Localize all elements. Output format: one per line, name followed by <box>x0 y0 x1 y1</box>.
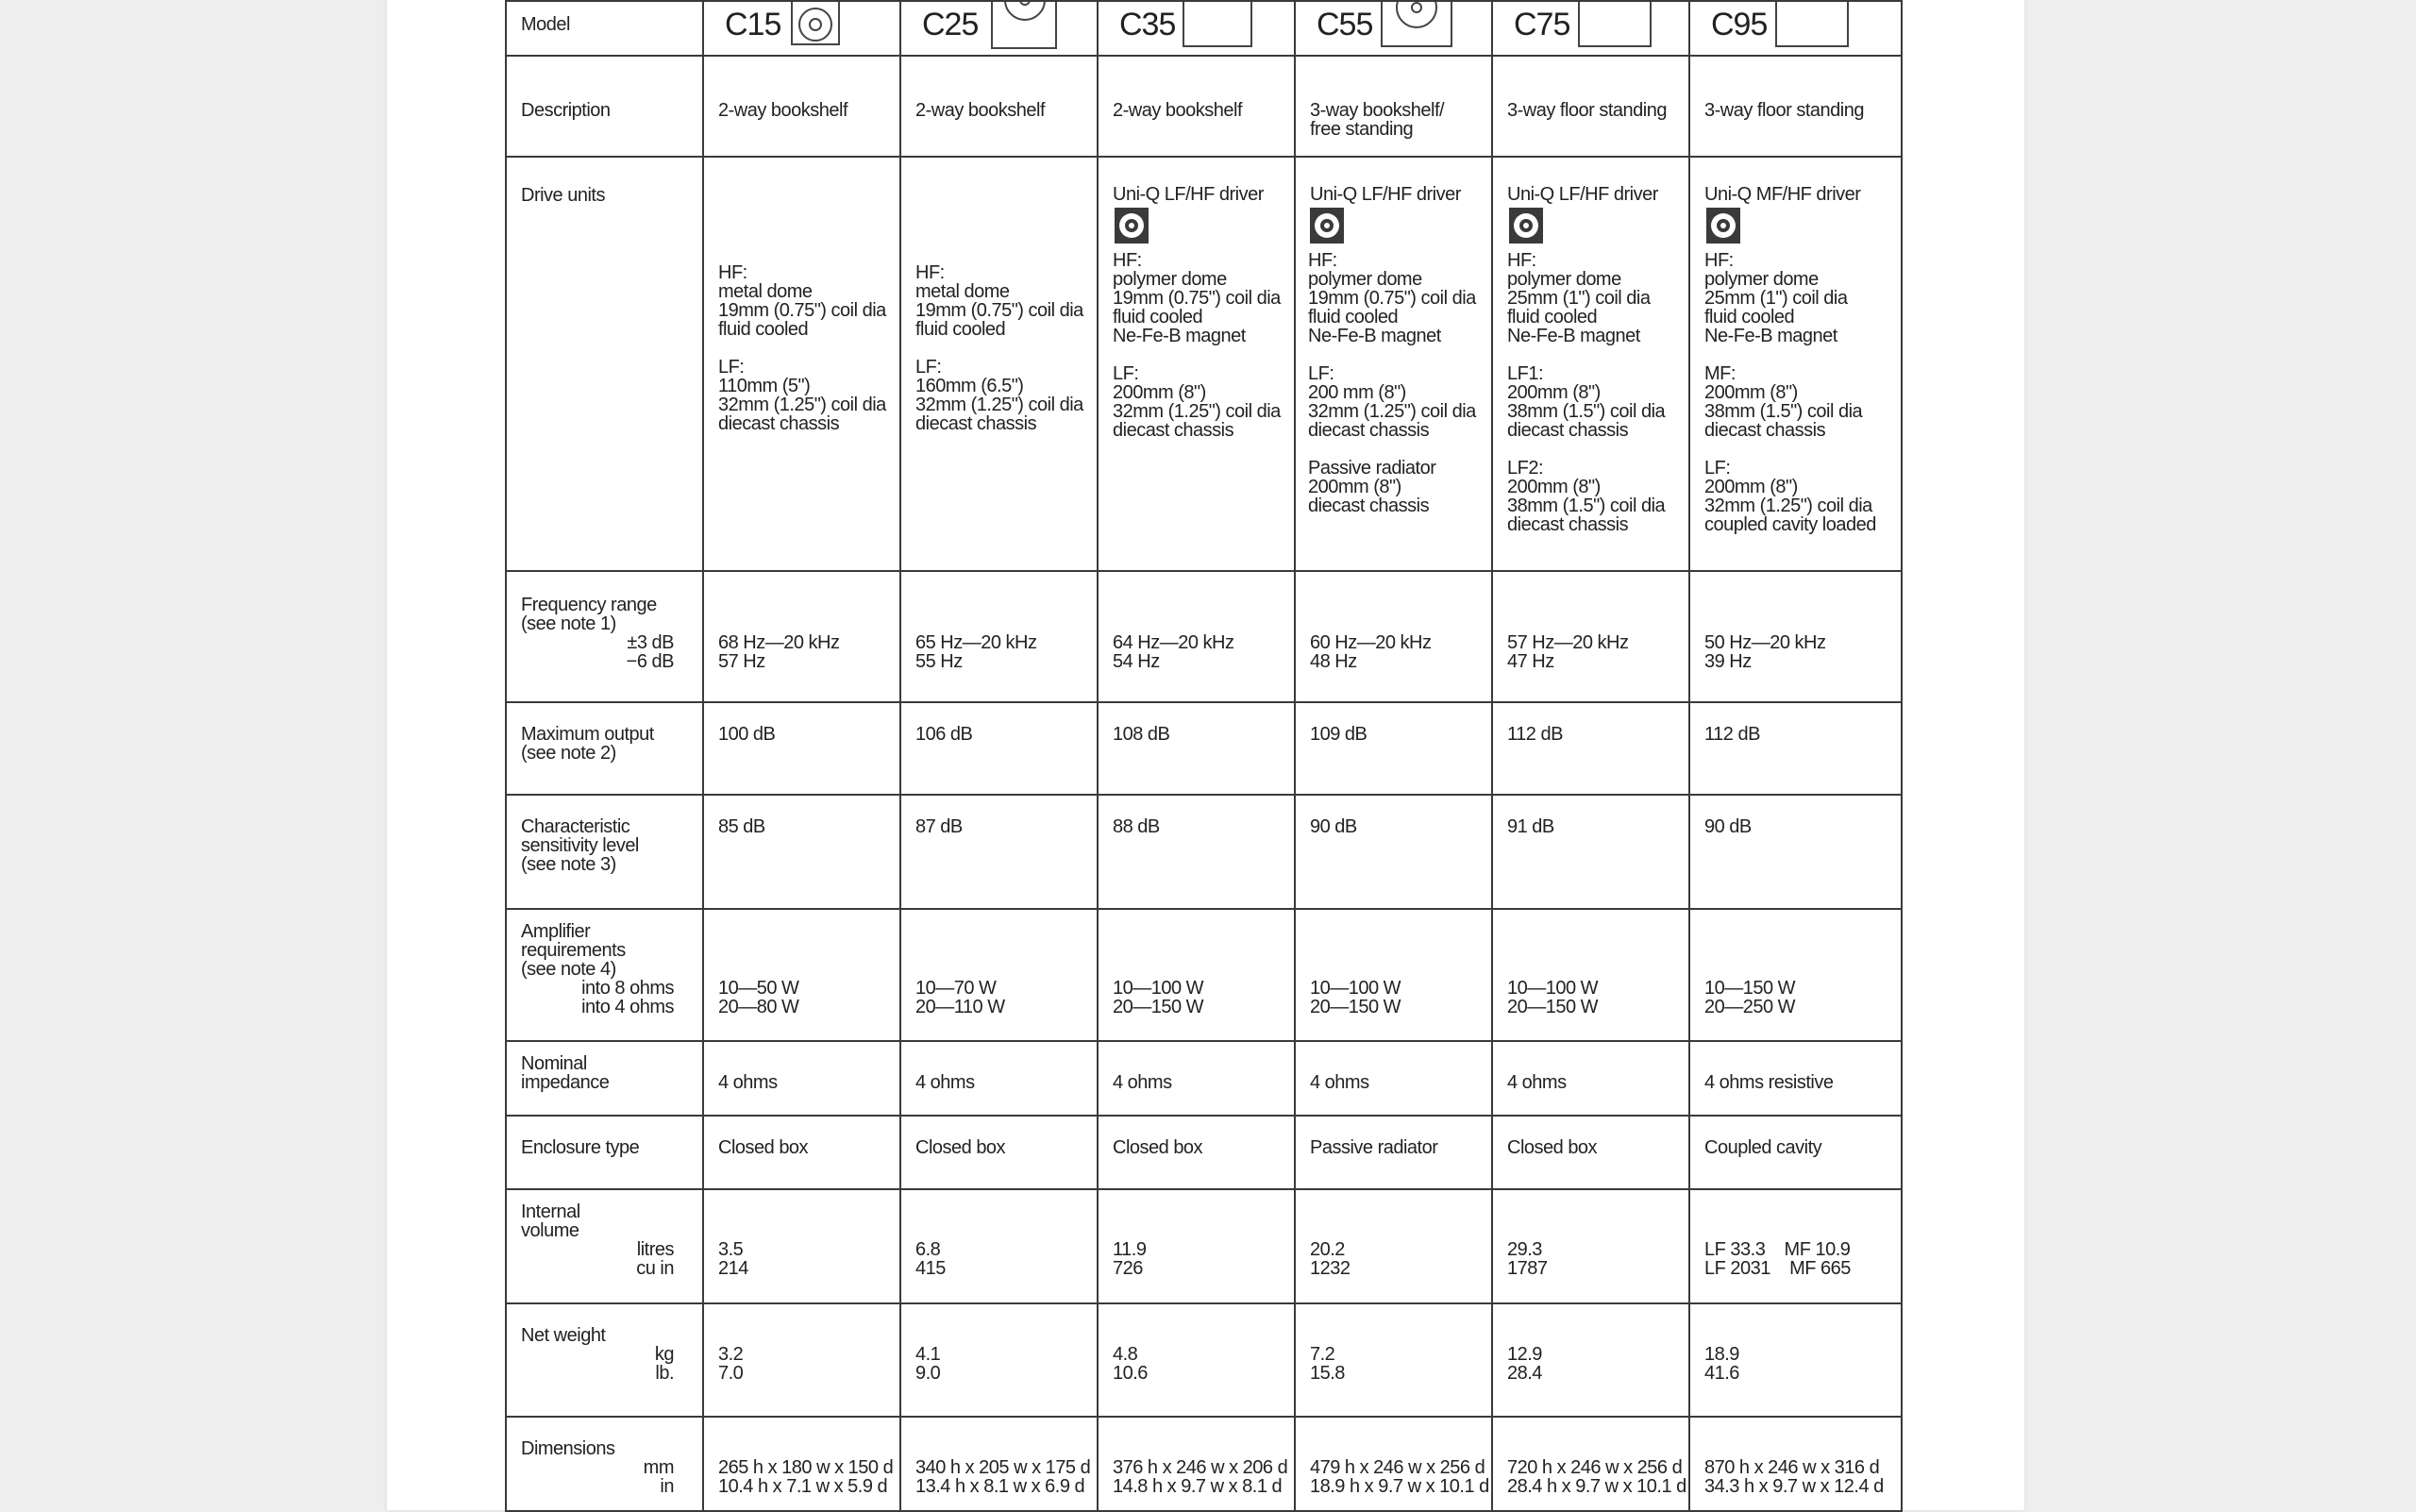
hf-driver-spec: HF: metal dome 19mm (0.75") coil dia fluid cooled <box>915 262 1083 340</box>
impedance-value: 4 ohms <box>1113 1072 1172 1093</box>
model-c55 <box>1295 1 1492 56</box>
model-name: C25 <box>922 7 979 42</box>
uni-q-driver-icon <box>1706 208 1740 244</box>
enclosure-value: Passive radiator <box>1310 1137 1438 1158</box>
uni-q-driver-icon <box>1310 208 1344 244</box>
enclosure-value: Closed box <box>1507 1137 1598 1158</box>
amplifier-value: 10—50 W 20—80 W <box>718 978 799 1017</box>
label-net-weight-sub: kg lb. <box>654 1344 674 1384</box>
sensitivity-value: 85 dB <box>718 816 765 837</box>
max-output-value: 112 dB <box>1704 724 1760 745</box>
dimensions-value: 720 h x 246 w x 256 d 28.4 h x 9.7 w x 10.1 d <box>1507 1457 1686 1497</box>
label-dimensions-sub: mm in <box>643 1457 674 1497</box>
dimensions-value: 479 h x 246 w x 256 d 18.9 h x 9.7 w x 10.1 d <box>1310 1457 1489 1497</box>
model-c25 <box>900 1 1098 56</box>
impedance-value: 4 ohms <box>718 1072 778 1093</box>
row-description <box>506 56 1902 157</box>
label-net-weight: Net weight <box>521 1325 606 1346</box>
label-description: Description <box>521 100 611 121</box>
model-name: C75 <box>1514 7 1570 42</box>
amplifier-value: 10—100 W 20—150 W <box>1310 978 1401 1017</box>
model-name: C95 <box>1711 7 1768 42</box>
weight-value: 12.9 28.4 <box>1507 1344 1542 1384</box>
amplifier-value: 10—100 W 20—150 W <box>1507 978 1599 1017</box>
driver-header: Uni-Q LF/HF driver <box>1113 184 1264 205</box>
volume-value: 3.5 214 <box>718 1239 748 1279</box>
description-value: 3-way floor standing <box>1507 100 1667 121</box>
model-name: C35 <box>1119 7 1176 42</box>
hf-driver-spec: HF: metal dome 19mm (0.75") coil dia fluid cooled <box>718 262 886 340</box>
label-model <box>506 1 703 56</box>
model-c15 <box>703 1 900 56</box>
description-value: 2-way bookshelf <box>915 100 1046 121</box>
enclosure-value: Closed box <box>718 1137 809 1158</box>
model-name: C15 <box>725 7 781 42</box>
row-impedance <box>506 1041 1902 1116</box>
label-model-text: Model <box>521 14 570 35</box>
row-sensitivity <box>506 795 1902 909</box>
description-value: 2-way bookshelf <box>718 100 848 121</box>
sensitivity-value: 90 dB <box>1704 816 1752 837</box>
passive-radiator-spec: Passive radiator 200mm (8") diecast chassis <box>1308 458 1436 516</box>
volume-value: 11.9 726 <box>1113 1239 1147 1279</box>
volume-value: LF 33.3 MF 10.9 LF 2031 MF 665 <box>1704 1239 1851 1279</box>
impedance-value: 4 ohms <box>915 1072 975 1093</box>
weight-value: 3.2 7.0 <box>718 1344 744 1384</box>
driver-header: Uni-Q LF/HF driver <box>1507 184 1658 205</box>
label-dimensions: Dimensions <box>521 1438 615 1459</box>
model-c95 <box>1689 1 1902 56</box>
weight-value: 7.2 15.8 <box>1310 1344 1345 1384</box>
model-c35 <box>1098 1 1295 56</box>
label-frequency-range-sub: ±3 dB −6 dB <box>626 632 674 672</box>
label-enclosure: Enclosure type <box>521 1137 640 1158</box>
spec-sheet-page <box>387 0 2024 1510</box>
weight-value: 4.8 10.6 <box>1113 1344 1148 1384</box>
dimensions-value: 870 h x 246 w x 316 d 34.3 h x 9.7 w x 12.4 d <box>1704 1457 1884 1497</box>
label-sensitivity: Characteristic sensitivity level (see note 3) <box>521 816 639 875</box>
row-internal-volume <box>506 1189 1902 1303</box>
label-amplifier: Amplifier requirements (see note 4) <box>521 921 626 980</box>
hf-driver-spec: HF: polymer dome 19mm (0.75") coil dia fluid cooled Ne-Fe-B magnet <box>1308 250 1476 346</box>
hf-driver-spec: HF: polymer dome 19mm (0.75") coil dia fluid cooled Ne-Fe-B magnet <box>1113 250 1281 346</box>
frequency-value: 68 Hz—20 kHz 57 Hz <box>718 632 840 672</box>
frequency-value: 60 Hz—20 kHz 48 Hz <box>1310 632 1432 672</box>
impedance-value: 4 ohms <box>1310 1072 1369 1093</box>
label-impedance: Nominal impedance <box>521 1053 610 1093</box>
enclosure-value: Closed box <box>915 1137 1006 1158</box>
sensitivity-value: 87 dB <box>915 816 963 837</box>
enclosure-value: Coupled cavity <box>1704 1137 1822 1158</box>
volume-value: 6.8 415 <box>915 1239 946 1279</box>
lf-driver-spec: LF: 160mm (6.5") 32mm (1.25") coil dia diecast chassis <box>915 357 1083 434</box>
max-output-value: 108 dB <box>1113 724 1170 745</box>
impedance-value: 4 ohms resistive <box>1704 1072 1834 1093</box>
lf-driver-spec: LF: 200mm (8") 32mm (1.25") coil dia coupled cavity loaded <box>1704 458 1876 535</box>
lf-driver-spec: LF: 200 mm (8") 32mm (1.25") coil dia diecast chassis <box>1308 363 1476 441</box>
dimensions-value: 340 h x 205 w x 175 d 13.4 h x 8.1 w x 6.9 d <box>915 1457 1091 1497</box>
row-enclosure <box>506 1116 1902 1189</box>
weight-value: 4.1 9.0 <box>915 1344 941 1384</box>
model-c75 <box>1492 1 1689 56</box>
hf-driver-spec: HF: polymer dome 25mm (1") coil dia fluid cooled Ne-Fe-B magnet <box>1507 250 1651 346</box>
speaker-front-icon <box>1381 1 1452 47</box>
driver-header: Uni-Q MF/HF driver <box>1704 184 1861 205</box>
row-frequency-range <box>506 571 1902 702</box>
lf-driver-spec: LF: 200mm (8") 32mm (1.25") coil dia diecast chassis <box>1113 363 1281 441</box>
speaker-front-icon <box>1775 1 1849 47</box>
row-dimensions <box>506 1417 1902 1511</box>
model-name: C55 <box>1317 7 1373 42</box>
max-output-value: 106 dB <box>915 724 973 745</box>
sensitivity-value: 88 dB <box>1113 816 1160 837</box>
sensitivity-value: 91 dB <box>1507 816 1554 837</box>
label-amplifier-sub: into 8 ohms into 4 ohms <box>581 978 674 1017</box>
label-maximum-output: Maximum output (see note 2) <box>521 724 654 764</box>
impedance-value: 4 ohms <box>1507 1072 1567 1093</box>
row-net-weight <box>506 1303 1902 1417</box>
label-internal-volume-sub: litres cu in <box>636 1239 674 1279</box>
sensitivity-value: 90 dB <box>1310 816 1357 837</box>
row-maximum-output <box>506 702 1902 795</box>
volume-value: 29.3 1787 <box>1507 1239 1548 1279</box>
speaker-front-icon <box>1578 1 1652 47</box>
volume-value: 20.2 1232 <box>1310 1239 1351 1279</box>
speaker-front-icon <box>791 1 840 45</box>
frequency-value: 65 Hz—20 kHz 55 Hz <box>915 632 1037 672</box>
label-frequency-range: Frequency range (see note 1) <box>521 595 657 634</box>
speaker-front-icon <box>1183 1 1252 47</box>
amplifier-value: 10—100 W 20—150 W <box>1113 978 1204 1017</box>
max-output-value: 109 dB <box>1310 724 1367 745</box>
row-model <box>506 1 1902 56</box>
label-internal-volume: Internal volume <box>521 1201 580 1241</box>
amplifier-value: 10—150 W 20—250 W <box>1704 978 1796 1017</box>
driver-header: Uni-Q LF/HF driver <box>1310 184 1461 205</box>
description-value: 3-way floor standing <box>1704 100 1864 121</box>
lf2-driver-spec: LF2: 200mm (8") 38mm (1.5") coil dia diecast chassis <box>1507 458 1666 535</box>
frequency-value: 64 Hz—20 kHz 54 Hz <box>1113 632 1234 672</box>
lf-driver-spec: LF: 110mm (5") 32mm (1.25") coil dia diecast chassis <box>718 357 886 434</box>
description-value: 3-way bookshelf/ free standing <box>1310 100 1445 140</box>
hf-driver-spec: HF: polymer dome 25mm (1") coil dia fluid cooled Ne-Fe-B magnet <box>1704 250 1848 346</box>
dimensions-value: 376 h x 246 w x 206 d 14.8 h x 9.7 w x 8.1 d <box>1113 1457 1288 1497</box>
row-amplifier <box>506 909 1902 1041</box>
dimensions-value: 265 h x 180 w x 150 d 10.4 h x 7.1 w x 5.9 d <box>718 1457 894 1497</box>
uni-q-driver-icon <box>1509 208 1543 244</box>
mf-driver-spec: MF: 200mm (8") 38mm (1.5") coil dia diecast chassis <box>1704 363 1863 441</box>
max-output-value: 100 dB <box>718 724 776 745</box>
enclosure-value: Closed box <box>1113 1137 1203 1158</box>
specification-table <box>505 0 1903 1512</box>
description-value: 2-way bookshelf <box>1113 100 1243 121</box>
amplifier-value: 10—70 W 20—110 W <box>915 978 1005 1017</box>
row-drive-units <box>506 157 1902 571</box>
frequency-value: 50 Hz—20 kHz 39 Hz <box>1704 632 1826 672</box>
speaker-front-icon <box>991 1 1057 49</box>
lf1-driver-spec: LF1: 200mm (8") 38mm (1.5") coil dia diecast chassis <box>1507 363 1666 441</box>
uni-q-driver-icon <box>1115 208 1149 244</box>
frequency-value: 57 Hz—20 kHz 47 Hz <box>1507 632 1629 672</box>
weight-value: 18.9 41.6 <box>1704 1344 1739 1384</box>
label-drive-units: Drive units <box>521 185 605 206</box>
max-output-value: 112 dB <box>1507 724 1563 745</box>
